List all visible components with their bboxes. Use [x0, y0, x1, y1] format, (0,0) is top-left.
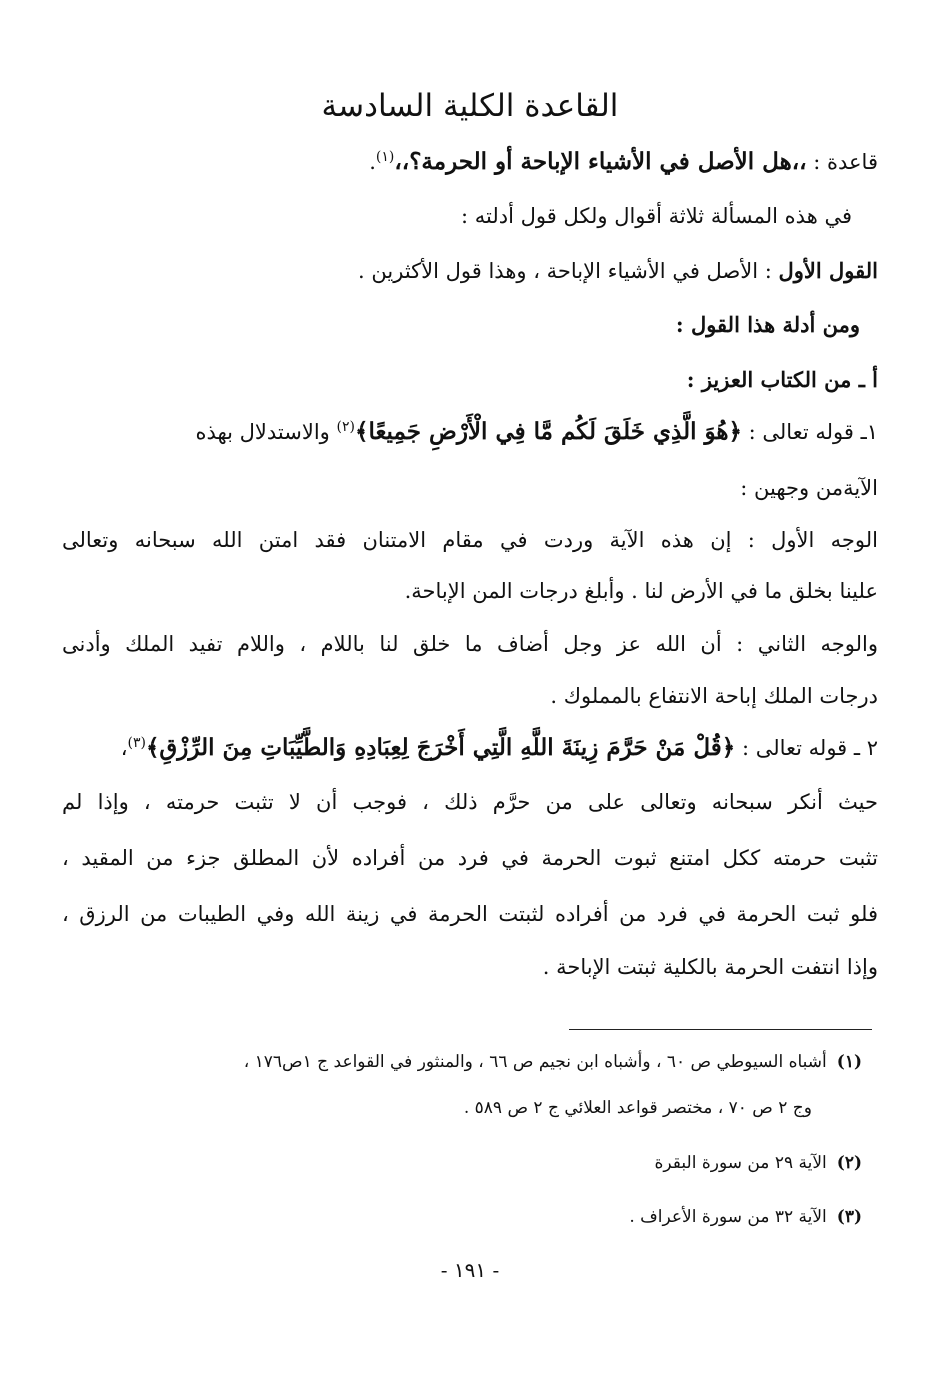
footnote-text: الآية ٢٩ من سورة البقرة	[654, 1153, 827, 1173]
footnote-ref: (٢)	[336, 419, 355, 435]
quran-verse-1: ﴿هُوَ الَّذِي خَلَقَ لَكُم مَّا فِي الْأَرْضِ جَمِيعًا﴾	[354, 418, 742, 445]
first-view-text: : الأصل في الأشياء الإباحة ، وهذا قول الأكثرين .	[358, 259, 779, 283]
explanation-line: فلو ثبت الحرمة في فرد من أفراده لثبتت الحرمة في زينة الله وفي الطيبات من الرزق ،	[62, 902, 878, 926]
aspect-1-line2: علينا بخلق ما في الأرض لنا . وأبلغ درجات المن الإباحة.	[404, 579, 878, 603]
evidence-heading: ومن أدلة هذا القول :	[675, 312, 860, 337]
explanation-line: حيث أنكر سبحانه وتعالى على من حرَّم ذلك ، فوجب أن لا تثبت حرمته ، وإذا لم	[62, 790, 878, 814]
footnote-ref: (٣)	[127, 735, 146, 751]
evidence-2-lead: ٢ ـ قوله تعالى :	[735, 736, 878, 760]
footnote-text: الآية ٣٢ من سورة الأعراف .	[629, 1207, 827, 1227]
footnote-divider	[569, 1029, 872, 1030]
footnote-number: (١)	[836, 1052, 862, 1072]
evidence-1-line2: الآيةمن وجهين :	[740, 476, 878, 500]
footnote-1	[90, 1052, 862, 1072]
footnote-2	[90, 1153, 862, 1173]
page-number: - ١٩١ -	[440, 1258, 500, 1282]
evidence-1-lead: ١ـ قوله تعالى :	[741, 420, 878, 444]
explanation-line: تثبت حرمته ككل امتنع ثبوت الحرمة في فرد من أفراده لأن المطلق جزء من المقيد ،	[62, 846, 878, 870]
rule-question: ،،هل الأصل في الأشياء الإباحة أو الحرمة؟،،	[394, 148, 807, 175]
book-heading: أ ـ من الكتاب العزيز :	[686, 367, 878, 392]
aspect-2-line2: درجات الملك إباحة الانتفاع بالمملوك .	[550, 684, 878, 708]
footnote-number: (٣)	[836, 1207, 862, 1227]
aspect-2-line1: والوجه الثاني : أن الله عز وجل أضاف ما خلق لنا باللام ، واللام تفيد الملك وأدنى	[62, 632, 878, 656]
intro-text: في هذه المسألة ثلاثة أقوال ولكل قول أدلته :	[461, 204, 852, 228]
quran-verse-2: ﴿قُلْ مَنْ حَرَّمَ زِينَةَ اللَّهِ الَّتِي أَخْرَجَ لِعِبَادِهِ وَالطَّيِّبَاتِ مِنَ الرِّزْقِ﴾	[145, 734, 736, 761]
footnote-3	[90, 1207, 862, 1227]
evidence-2	[62, 734, 878, 762]
rule-end: .	[369, 150, 376, 174]
footnote-ref: (١)	[375, 149, 395, 165]
footnote-number: (٢)	[836, 1153, 862, 1173]
footnote-text: وج ٢ ص ٧٠ ، مختصر قواعد العلائي ج ٢ ص ٥٨٩ .	[463, 1098, 812, 1118]
evidence-2-end: ،	[120, 736, 128, 760]
footnote-1-cont	[90, 1098, 812, 1118]
aspect-1-line1: الوجه الأول : إن هذه الآية وردت في مقام الامتنان فقد امتن الله سبحانه وتعالى	[62, 528, 878, 552]
evidence-1-tail: والاستدلال بهذه	[195, 420, 337, 444]
first-view-label: القول الأول	[778, 258, 878, 283]
rule-line	[62, 148, 878, 176]
evidence-1	[62, 418, 878, 446]
explanation-line: وإذا انتفت الحرمة بالكلية ثبتت الإباحة .	[542, 955, 878, 979]
footnote-text: أشباه السيوطي ص ٦٠ ، وأشباه ابن نجيم ص ٦٦ ، والمنثور في القواعد ج ١ص١٧٦ ،	[243, 1052, 827, 1072]
rule-label: قاعدة :	[806, 150, 878, 174]
first-view	[62, 258, 878, 284]
page-title: القاعدة الكلية السادسة	[321, 88, 619, 124]
